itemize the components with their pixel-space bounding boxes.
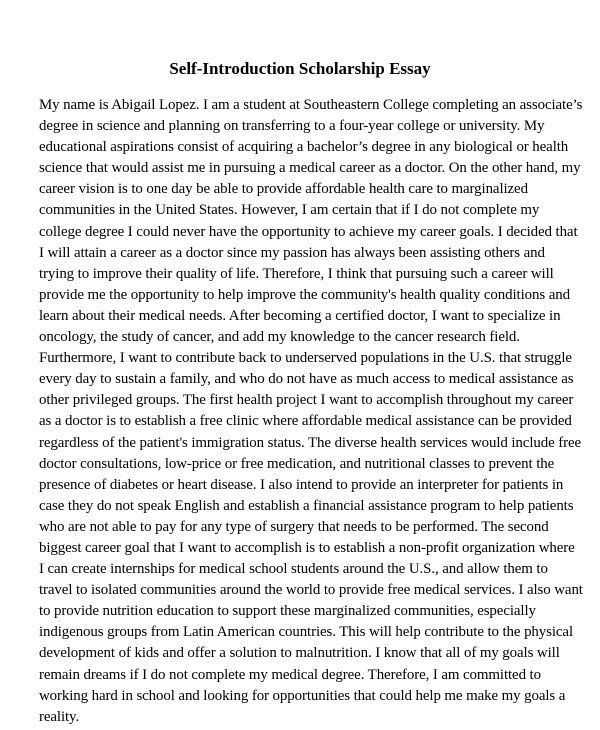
essay-line: reality. [39, 708, 80, 725]
essay-line: career vision is to one day be able to provide affordable health care to marginalized [39, 181, 528, 198]
essay-line: every day to sustain a family, and who do not have as much access to medical assistance as [39, 371, 574, 388]
essay-line: science that would assist me in pursuing a medical career as a doctor. On the other hand, my [39, 160, 581, 177]
essay-line: other privileged groups. The first health project I want to accomplish throughout my career [39, 392, 574, 409]
essay-line: My name is Abigail Lopez. I am a student at Southeastern College completing an associate’s [39, 97, 583, 113]
essay-line: learn about their medical needs. After becoming a certified doctor, I want to specialize in [39, 307, 561, 324]
essay-line: educational aspirations consist of acquiring a bachelor’s degree in any biological or health [39, 139, 569, 156]
essay-line: working hard in school and looking for opportunities that could help me make my goals a [39, 687, 566, 704]
essay-line: I will attain a career as a doctor since my passion has always been assisting others and [39, 244, 545, 261]
essay-line: travel to isolated communities around the world to provide free medical services. I also want [39, 582, 583, 599]
essay-line: doctor consultations, low-price or free medication, and nutritional classes to prevent the [39, 455, 555, 472]
essay-line: college degree I could never have the opportunity to achieve my career goals. I decided that [39, 223, 578, 240]
essay-line: oncology, the study of cancer, and add my knowledge to the cancer research field. [39, 329, 520, 346]
essay-line: I can create internships for medical school students around the U.S., and allow them to [39, 561, 548, 578]
essay-line: biggest career goal that I want to accomplish is to establish a non-profit organization where [39, 539, 575, 556]
essay-line: as a doctor is to establish a free clinic where affordable medical assistance can be provided [39, 413, 572, 430]
essay-line: indigenous groups from Latin American countries. This will help contribute to the physical [39, 624, 573, 641]
essay-line: Furthermore, I want to contribute back to underserved populations in the U.S. that struggle [39, 350, 572, 367]
essay-title: Self-Introduction Scholarship Essay [169, 59, 431, 78]
essay-line: degree in science and planning on transferring to a four-year college or university. My [39, 118, 545, 135]
essay-line: trying to improve their quality of life. Therefore, I think that pursuing such a career will [39, 265, 554, 282]
essay-line: who are not able to pay for any type of surgery that needs to be performed. The second [39, 518, 549, 535]
essay-body [39, 95, 599, 728]
essay-line: provide me the opportunity to help improve the community's health quality conditions and [39, 286, 570, 303]
essay-line: development of kids and offer a solution to malnutrition. I know that all of my goals will [39, 645, 560, 662]
essay-line: case they do not speak English and establish a financial assistance program to help patients [39, 497, 574, 514]
essay-line: regardless of the patient's immigration status. The diverse health services would include free [39, 434, 582, 451]
essay-line: to provide nutrition education to support these marginalized communities, especially [39, 603, 536, 620]
essay-line: presence of diabetes or heart disease. I also intend to provide an interpreter for patients in [39, 476, 564, 493]
essay-line: communities in the United States. However, I am certain that if I do not complete my [39, 202, 540, 219]
essay-line: remain dreams if I do not complete my medical degree. Therefore, I am committed to [39, 666, 541, 683]
